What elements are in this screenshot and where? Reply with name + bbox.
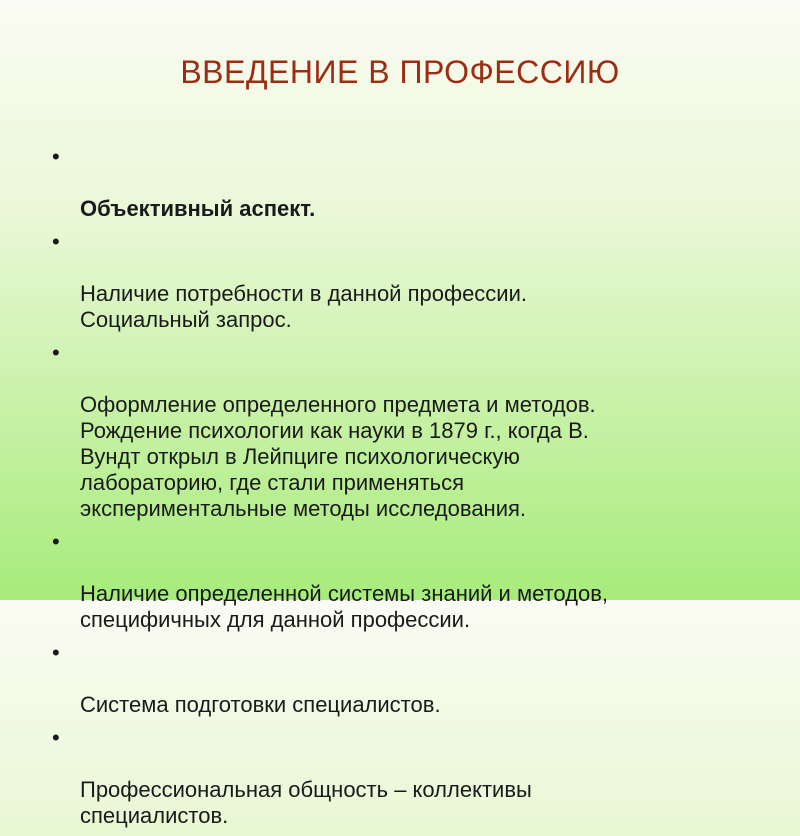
bullet-text: Объективный аспект. <box>80 196 316 221</box>
bullet-text: Система подготовки специалистов. <box>80 692 441 717</box>
bullet-item-subject-and-methods <box>50 340 750 522</box>
bullet-item-objective-aspect <box>50 144 750 222</box>
bullet-item-social-demand <box>50 229 750 333</box>
bullet-dot-icon: • <box>52 229 60 254</box>
bullet-dot-icon: • <box>52 340 60 365</box>
bullet-text: Наличие потребности в данной профессии. Социальный запрос. <box>80 281 527 332</box>
bullet-dot-icon: • <box>52 640 60 665</box>
bullet-text: Профессиональная общность – коллективы специалистов. <box>80 777 532 828</box>
bullet-item-professional-community <box>50 725 750 829</box>
slide-title: ВВЕДЕНИЕ В ПРОФЕССИЮ <box>180 54 620 90</box>
bullet-dot-icon: • <box>52 725 60 750</box>
bullet-item-training-system <box>50 640 750 718</box>
bullet-text: Наличие определенной системы знаний и методов, специфичных для данной профессии. <box>80 581 609 632</box>
bullet-item-knowledge-system <box>50 529 750 633</box>
bullet-dot-icon: • <box>52 529 60 554</box>
bullet-list <box>50 144 750 836</box>
bullet-text: Оформление определенного предмета и методов. Рождение психологии как науки в 1879 г., когда В. Вундт открыл в Лейпциге психологическую лабораторию, где стали применяться экспериментальные методы исследования. <box>80 392 596 521</box>
bullet-dot-icon: • <box>52 144 60 169</box>
